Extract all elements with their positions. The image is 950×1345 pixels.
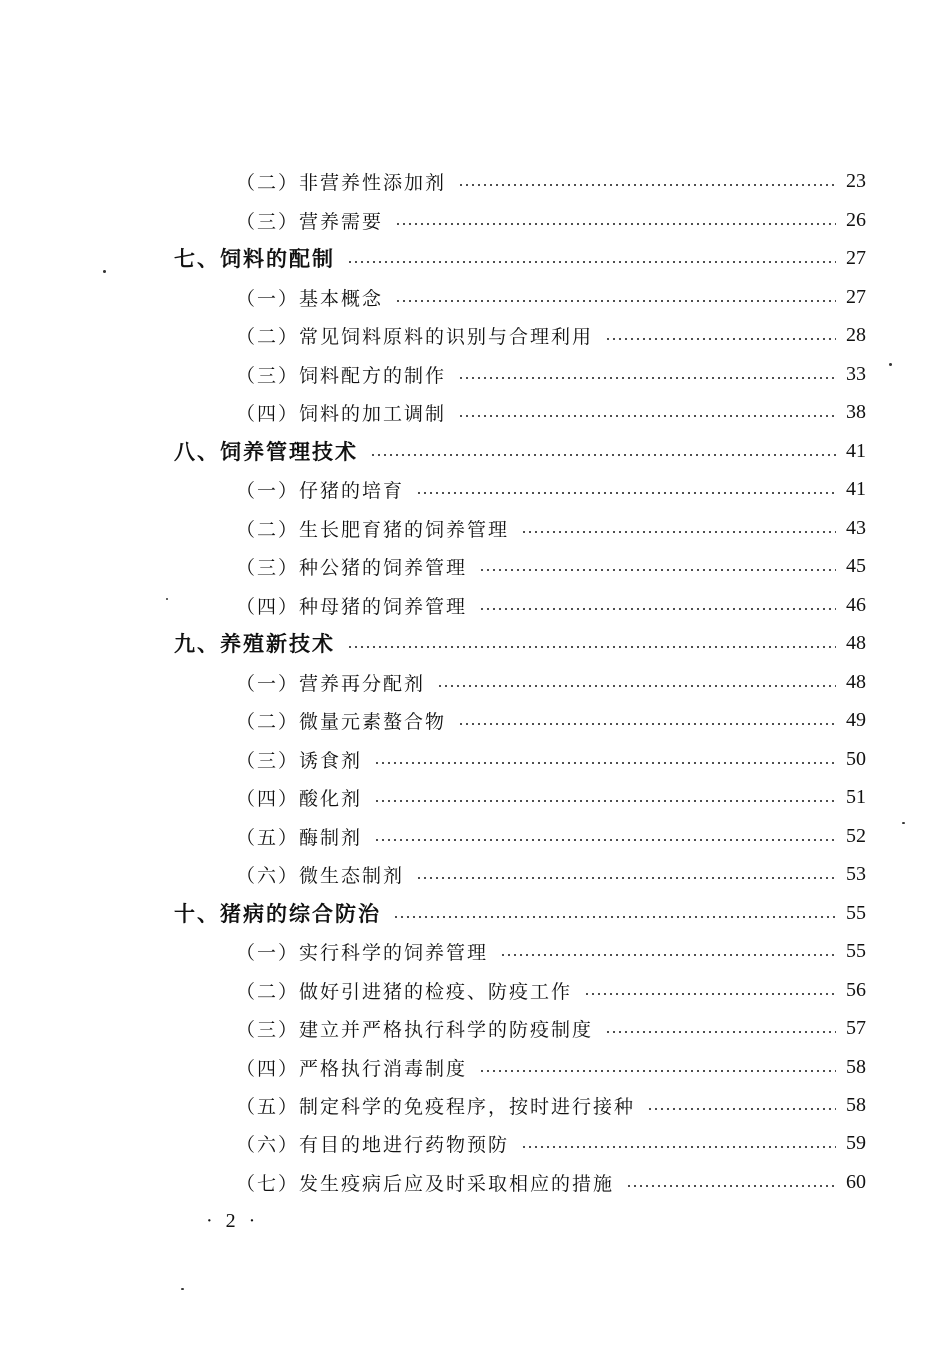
toc-page-number: 43 [846,516,866,539]
dot-leader [626,1185,836,1187]
toc-entry-title: （五）酶制剂 [236,826,363,849]
toc-chapter-entry [174,241,880,275]
toc-page-number: 60 [846,1170,866,1193]
scan-speck [902,822,905,824]
toc-entry-title: （四）种母猪的饲养管理 [236,595,468,618]
toc-entry-title: （二）生长肥育猪的饲养管理 [236,518,510,541]
toc-section-entry [236,1126,880,1160]
toc-entry-title: （一）营养再分配剂 [236,672,426,695]
toc-page-number: 51 [846,785,866,808]
dot-leader [393,916,836,918]
toc-page-number: 48 [846,631,866,654]
toc-page-number: 58 [846,1093,866,1116]
toc-entry-title: （三）建立并严格执行科学的防疫制度 [236,1018,594,1041]
toc-section-entry [236,1088,880,1122]
scan-speck [889,363,892,366]
dot-leader [370,454,836,456]
toc-page-number: 46 [846,593,866,616]
toc-page-number: 27 [846,285,866,308]
toc-entry-title: 七、饲料的配制 [174,247,335,271]
toc-entry-title: （三）饲料配方的制作 [236,364,447,387]
toc-entry-title: （一）基本概念 [236,287,384,310]
toc-page-number: 50 [846,747,866,770]
toc-page-number: 45 [846,554,866,577]
toc-section-entry [236,1050,880,1084]
toc-page-number: 26 [846,208,866,231]
dot-leader [458,723,836,725]
toc-section-entry [236,780,880,814]
dot-leader [347,261,836,263]
toc-entry-title: （四）酸化剂 [236,787,363,810]
dot-leader [605,1031,836,1033]
dot-leader [521,531,836,533]
toc-entry-title: （一）仔猪的培育 [236,479,405,502]
dot-leader [458,415,836,417]
dot-leader [458,184,836,186]
toc-page-number: 33 [846,362,866,385]
dot-leader [647,1108,836,1110]
scan-speck [166,598,168,600]
toc-page-number: 48 [846,670,866,693]
toc-section-entry [236,1165,880,1199]
toc-entry-title: （六）有目的地进行药物预防 [236,1133,510,1156]
dot-leader [416,877,836,879]
dot-leader [395,223,836,225]
dot-leader [437,685,836,687]
toc-page-number: 53 [846,862,866,885]
toc-entry-title: （二）做好引进猪的检疫、防疫工作 [236,980,573,1003]
toc-page-number: 55 [846,939,866,962]
toc-entry-title: （三）营养需要 [236,210,384,233]
toc-page-number: 38 [846,400,866,423]
dot-leader [479,569,836,571]
toc-entry-title: 十、猪病的综合防治 [174,902,381,926]
dot-leader [395,300,836,302]
scan-speck [181,1288,184,1290]
toc-page-number: 57 [846,1016,866,1039]
dot-leader [479,608,836,610]
toc-page-number: 49 [846,708,866,731]
toc-entry-title: 八、饲养管理技术 [174,440,358,464]
toc-chapter-entry [174,896,880,930]
toc-page-number: 41 [846,477,866,500]
dot-leader [584,993,836,995]
toc-section-entry [236,703,880,737]
toc-section-entry [236,472,880,506]
toc-section-entry [236,588,880,622]
toc-section-entry [236,318,880,352]
dot-leader [479,1070,836,1072]
toc-entry-title: （四）严格执行消毒制度 [236,1057,468,1080]
toc-section-entry [236,203,880,237]
toc-section-entry [236,280,880,314]
toc-chapter-entry [174,626,880,660]
toc-entry-title: （一）实行科学的饲养管理 [236,941,489,964]
dot-leader [500,954,836,956]
toc-page-number: 56 [846,978,866,1001]
toc-page-number: 27 [846,246,866,269]
toc-section-entry [236,973,880,1007]
toc-entry-title: （二）非营养性添加剂 [236,171,447,194]
dot-leader [458,377,836,379]
toc-section-entry [236,357,880,391]
toc-section-entry [236,1011,880,1045]
toc-entry-title: （四）饲料的加工调制 [236,402,447,425]
toc-page-number: 23 [846,169,866,192]
toc-section-entry [236,549,880,583]
dot-leader [374,800,836,802]
dot-leader [416,492,836,494]
toc-section-entry [236,934,880,968]
toc-chapter-entry [174,434,880,468]
toc-page-number: 59 [846,1131,866,1154]
dot-leader [374,839,836,841]
toc-page-number: 41 [846,439,866,462]
toc-page-number: 52 [846,824,866,847]
toc-entry-title: （六）微生态制剂 [236,864,405,887]
toc-page-number: 55 [846,901,866,924]
toc-entry-title: （三）种公猪的饲养管理 [236,556,468,579]
toc-entry-title: （三）诱食剂 [236,749,363,772]
dot-leader [605,338,836,340]
toc-section-entry [236,511,880,545]
toc-page-number: 28 [846,323,866,346]
toc-section-entry [236,395,880,429]
dot-leader [374,762,836,764]
dot-leader [521,1146,836,1148]
toc-section-entry [236,742,880,776]
toc-entry-title: （二）微量元素螯合物 [236,710,447,733]
toc-section-entry [236,665,880,699]
toc-entry-title: （二）常见饲料原料的识别与合理利用 [236,325,594,348]
toc-section-entry [236,819,880,853]
page-number-footer: · 2 · [206,1210,260,1232]
toc-entry-title: 九、养殖新技术 [174,632,335,656]
toc-entry-title: （七）发生疫病后应及时采取相应的措施 [236,1172,615,1195]
toc-section-entry [236,164,880,198]
toc-entry-title: （五）制定科学的免疫程序，按时进行接种 [236,1095,636,1118]
scan-speck [103,270,106,273]
dot-leader [347,646,836,648]
toc-section-entry [236,857,880,891]
toc-page-number: 58 [846,1055,866,1078]
